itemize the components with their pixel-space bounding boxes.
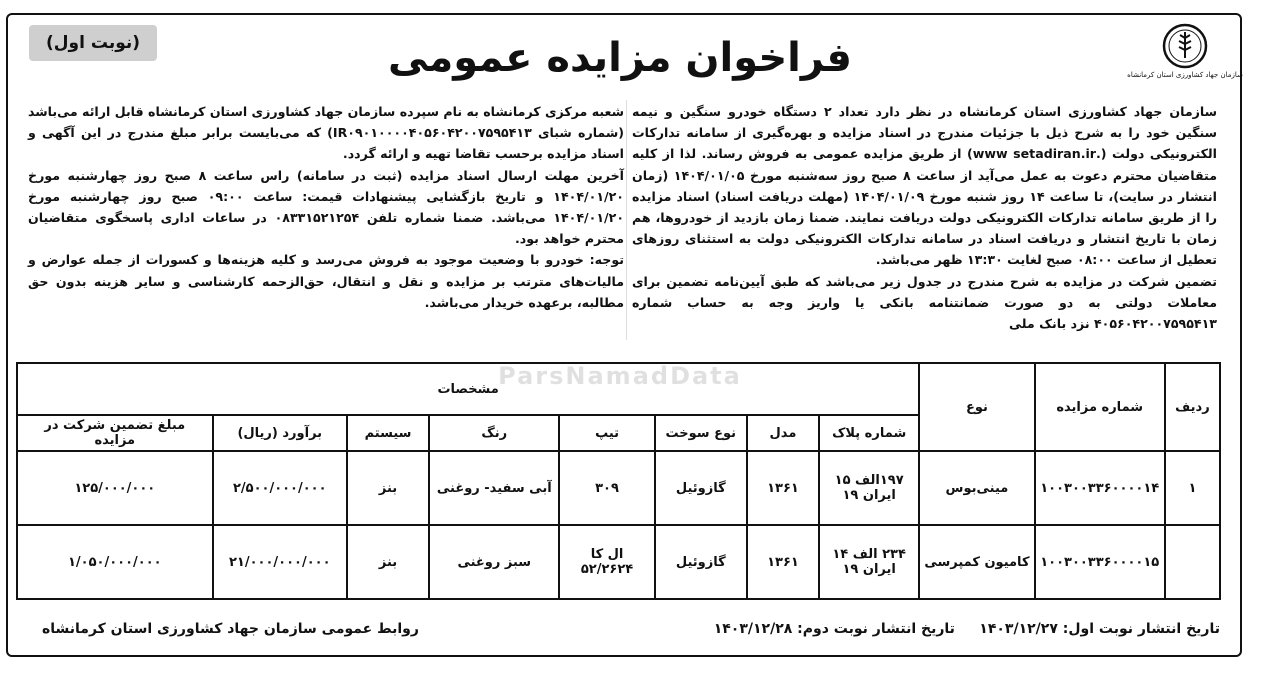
- header-auction-no: شماره مزایده: [1035, 363, 1165, 451]
- public-relations-signature: روابط عمومی سازمان جهاد کشاورزی استان کرمانشاه: [42, 621, 419, 637]
- cell-estimate: ۲۱/۰۰۰/۰۰۰/۰۰۰: [213, 525, 347, 599]
- header-specs: مشخصات: [17, 363, 919, 415]
- round-badge: (نوبت اول): [29, 25, 157, 61]
- header-estimate: برآورد (ریال): [213, 415, 347, 451]
- cell-row-no: ۱: [1165, 451, 1220, 525]
- watermark: ParsNamadData: [498, 362, 742, 390]
- cell-guarantee: ۱/۰۵۰/۰۰۰/۰۰۰: [17, 525, 213, 599]
- cell-tip: [559, 525, 654, 599]
- cell-color: سبز روغنی: [429, 525, 559, 599]
- auction-lots-table: [16, 362, 1221, 600]
- header-fuel: نوع سوخت: [655, 415, 747, 451]
- org-logo: [1127, 22, 1243, 80]
- tip-line: ال کا: [590, 547, 624, 562]
- cell-row-no: [1165, 525, 1220, 599]
- cell-model: ۱۳۶۱: [747, 451, 819, 525]
- plate-line: ۲۳۴ الف ۱۴: [832, 547, 906, 562]
- cell-estimate: ۲/۵۰۰/۰۰۰/۰۰۰: [213, 451, 347, 525]
- column-divider: [626, 100, 627, 340]
- cell-system: بنز: [347, 525, 429, 599]
- cell-auction-no: ۱۰۰۳۰۰۳۳۶۰۰۰۰۱۵: [1035, 525, 1165, 599]
- cell-type: کامیون کمپرسی: [919, 525, 1034, 599]
- header-model: مدل: [747, 415, 819, 451]
- cell-type: مینی‌بوس: [919, 451, 1034, 525]
- logo-caption: سازمان جهاد کشاورزی استان کرمانشاه: [1127, 71, 1243, 79]
- paragraph: تضمین شرکت در مزایده به شرح مندرج در جدول زیر می‌باشد که طبق آیین‌نامه تضمین برای معاملات دولتی به دو صورت ضمانتنامه بانکی یا واریز وجه به حساب شماره ۴۰۵۶۰۴۲۰۰۷۵۹۵۴۱۳ نزد بانک ملی: [632, 273, 1217, 332]
- cell-fuel: گازوئیل: [655, 525, 747, 599]
- paragraph: توجه: خودرو با وضعیت موجود به فروش می‌رسد و کلیه هزینه‌ها و کسورات از جمله عوارض و مالیات‌های مترتب بر مزایده و نقل و انتقال، حق‌الزحمه کارشناسی و سایر هزینه بدون حق مطالبه، برعهده خریدار می‌باشد.: [28, 252, 624, 310]
- plate-line: ایران ۱۹: [842, 488, 896, 503]
- cell-fuel: گازوئیل: [655, 451, 747, 525]
- paragraph: شعبه مرکزی کرمانشاه به نام سپرده سازمان جهاد کشاورزی استان کرمانشاه قابل ارائه می‌باشد (شماره شبای IR۰۹۰۱۰۰۰۰۴۰۵۶۰۴۲۰۰۷۵۹۵۴۱۳) که می‌بایست برابر مبلغ مندرج در این آگهی و اسناد مزایده برحسب تقاضا تهیه و ارائه گردد.: [28, 104, 625, 162]
- cell-tip: ۳۰۹: [559, 451, 654, 525]
- publication-dates: [714, 621, 1220, 637]
- header-type: نوع: [919, 363, 1034, 451]
- header-row-no: ردیف: [1165, 363, 1220, 451]
- paragraph: آخرین مهلت ارسال اسناد مزایده (ثبت در سامانه) راس ساعت ۸ صبح روز چهارشنبه مورخ ۱۴۰۴/۰۱/۲۰ و تاریخ بازگشایی پیشنهادات قیمت: ساعت ۰۹:۰۰ صبح روز چهارشنبه مورخ ۱۴۰۴/۰۱/۲۰ می‌باشد. ضمنا شماره تلفن ۰۸۳۳۱۵۲۱۲۵۴ در ساعات اداری پاسخگوی متقاضیان محترم خواهد بود.: [28, 167, 625, 247]
- plate-line: ۱۹۷الف ۱۵: [834, 473, 904, 488]
- notice-text-left: [28, 101, 624, 313]
- cell-color: آبی سفید- روغنی: [429, 451, 559, 525]
- notice-footer: [20, 617, 1220, 645]
- header-plate: شماره پلاک: [819, 415, 919, 451]
- cell-guarantee: ۱۲۵/۰۰۰/۰۰۰: [17, 451, 213, 525]
- header-system: سیستم: [347, 415, 429, 451]
- cell-model: ۱۳۶۱: [747, 525, 819, 599]
- plate-line: ایران ۱۹: [842, 562, 896, 577]
- cell-plate: [819, 525, 919, 599]
- cell-auction-no: ۱۰۰۳۰۰۳۳۶۰۰۰۰۱۴: [1035, 451, 1165, 525]
- cell-plate: [819, 451, 919, 525]
- cell-system: بنز: [347, 451, 429, 525]
- tip-line: ۵۲/۲۶۲۴: [580, 562, 634, 577]
- pub-date-second: تاریخ انتشار نوبت دوم: ۱۴۰۳/۱۲/۲۸: [713, 621, 955, 637]
- table-row: [17, 525, 1220, 599]
- notice-title: فراخوان مزایده عمومی: [388, 35, 852, 81]
- pub-date-first: تاریخ انتشار نوبت اول: ۱۴۰۳/۱۲/۲۷: [979, 621, 1220, 637]
- paragraph: سازمان جهاد کشاورزی استان کرمانشاه در نظر دارد تعداد ۲ دستگاه خودرو سنگین و نیمه سنگین خود را به شرح ذیل با جزئیات مندرج در اسناد مزایده و بهره‌گیری از سامانه تدارکات الکترونیکی دولت (.www setadiran.ir) از طریق مزایده عمومی به فروش رساند. لذا از کلیه متقاضیان محترم دعوت به عمل می‌آید از ساعت ۸ صبح روز سه‌شنبه مورخ ۱۴۰۴/۰۱/۰۵ (زمان انتشار در سایت)، تا ساعت ۱۴ روز شنبه مورخ ۱۴۰۴/۰۱/۰۹ (مهلت دریافت اسناد) اسناد مزایده را از طریق سامانه تدارکات الکترونیکی دولت دریافت نمایند. ضمنا زمان بازدید از خودروها، هم زمان با تاریخ انتشار و دریافت اسناد در سامانه تدارکات الکترونیکی دولت به استثنای روزهای تعطیل از ساعت ۰۸:۰۰ صبح لغایت ۱۳:۳۰ ظهر می‌باشد.: [632, 104, 1217, 268]
- notice-text-right: [632, 101, 1217, 334]
- header-guarantee: مبلغ تضمین شرکت در مزایده: [17, 415, 213, 451]
- header-color: رنگ: [429, 415, 559, 451]
- table-row: [17, 451, 1220, 525]
- wheat-emblem-icon: [1161, 22, 1209, 70]
- header-tip: تیپ: [559, 415, 654, 451]
